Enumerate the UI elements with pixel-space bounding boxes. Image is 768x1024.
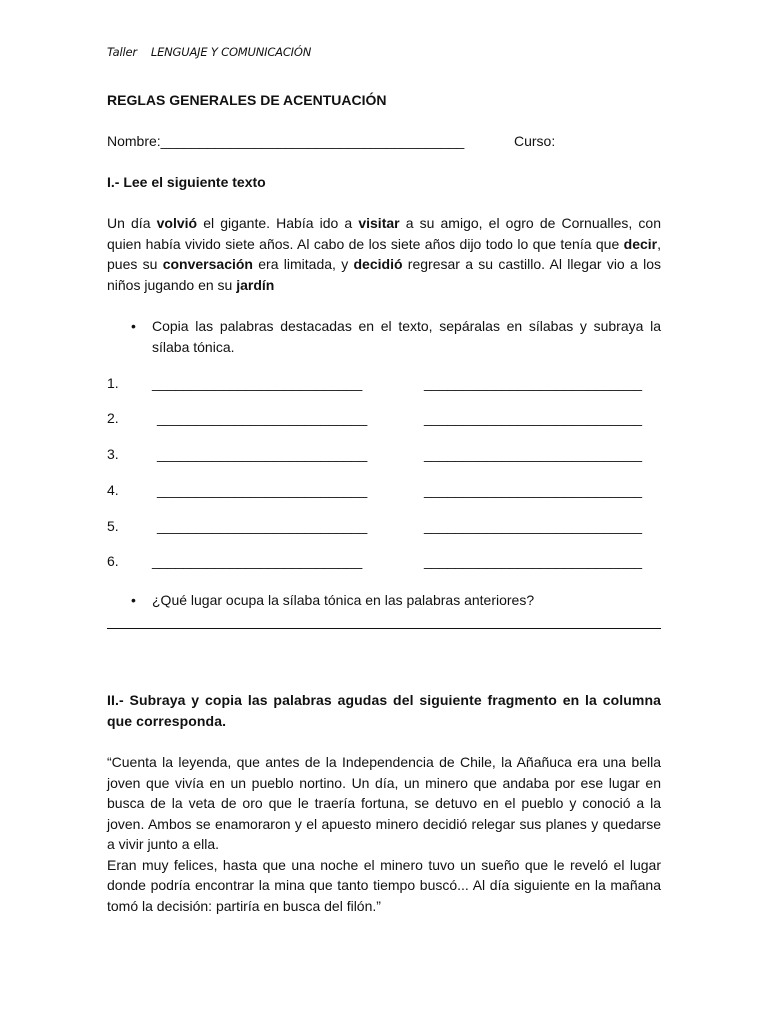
text-segment: , pues su bbox=[107, 235, 661, 272]
bullet-text: ¿Qué lugar ocupa la sílaba tónica en las palabras anteriores? bbox=[152, 592, 535, 608]
row-number: 6. bbox=[107, 553, 119, 569]
answer-blank-right[interactable]: ____________________________ bbox=[424, 482, 643, 498]
name-course-row bbox=[107, 133, 661, 149]
text-segment: era limitada, y bbox=[252, 256, 354, 272]
row-number: 5. bbox=[107, 518, 119, 534]
page-header bbox=[107, 45, 311, 59]
bullet-instruction-1 bbox=[131, 316, 661, 357]
header-subject: LENGUAJE Y COMUNICACIÓN bbox=[150, 45, 312, 59]
section2-heading: II.- Subraya y copia las palabras agudas del siguiente fragmento en la columna que corresponda. bbox=[107, 692, 661, 729]
answer-blank-left[interactable]: ___________________________ bbox=[152, 375, 363, 391]
answer-row-2 bbox=[107, 410, 661, 430]
bullet-icon: • bbox=[131, 592, 136, 608]
row-number: 3. bbox=[107, 446, 119, 462]
highlighted-word: jardín bbox=[236, 276, 275, 293]
row-number: 4. bbox=[107, 482, 119, 498]
answer-row-6 bbox=[107, 553, 661, 573]
nombre-field[interactable]: Nombre:_______________________________________ bbox=[107, 133, 465, 149]
section2-story bbox=[107, 752, 661, 916]
section1-heading: I.- Lee el siguiente texto bbox=[107, 174, 266, 190]
answer-blank-left[interactable]: ___________________________ bbox=[157, 482, 368, 498]
answer-blank-left[interactable]: ___________________________ bbox=[157, 446, 368, 462]
answer-blank-left[interactable]: ___________________________ bbox=[157, 410, 368, 426]
page-title: REGLAS GENERALES DE ACENTUACIÓN bbox=[107, 92, 387, 108]
bullet-icon: • bbox=[131, 318, 136, 334]
highlighted-word: volvió bbox=[156, 215, 198, 231]
bullet-text: Copia las palabras destacadas en el texto, sepáralas en sílabas y subraya la sílaba tónica. bbox=[152, 318, 661, 355]
text-segment: el gigante. Había ido a bbox=[197, 215, 359, 231]
answer-blank-left[interactable]: ___________________________ bbox=[152, 553, 363, 569]
section1-text bbox=[107, 213, 661, 295]
answer-row-3 bbox=[107, 446, 661, 466]
answer-line[interactable] bbox=[107, 628, 661, 629]
text-segment: Un día bbox=[107, 215, 157, 231]
highlighted-word: decidió bbox=[353, 256, 403, 272]
header-taller: Taller bbox=[107, 45, 137, 59]
highlighted-word: conversación bbox=[162, 256, 253, 272]
answer-blank-left[interactable]: ___________________________ bbox=[157, 518, 368, 534]
answer-row-1 bbox=[107, 375, 661, 395]
story-paragraph-1: “Cuenta la leyenda, que antes de la Independencia de Chile, la Añañuca era una bella joven que vivía en un pueblo nortino. Un día, un minero que andaba por ese lugar en busca de la veta de oro que le traería fortuna, se detuvo en el pueblo y conoció a la joven. Ambos se enamoraron y el apuesto minero decidió relegar sus planes y quedarse a vivir junto a ella. bbox=[107, 754, 661, 852]
text-segment: regresar a su castillo. Al llegar vio a los niños jugando en su bbox=[107, 256, 661, 293]
highlighted-word: decir bbox=[623, 235, 658, 252]
bullet-question bbox=[131, 590, 661, 611]
highlighted-word: visitar bbox=[358, 215, 400, 231]
answer-blank-right[interactable]: ____________________________ bbox=[424, 375, 643, 391]
story-paragraph-2: Eran muy felices, hasta que una noche el minero tuvo un sueño que le reveló el lugar donde podría encontrar la mina que tanto tiempo buscó... Al día siguiente en la mañana tomó la decisión: partiría en busca del filón.” bbox=[107, 856, 661, 914]
text-segment: a su amigo, el ogro de Cornualles, con quien había vivido siete años. Al cabo de los siete años dijo todo lo que tenía que bbox=[107, 215, 662, 252]
answer-blank-right[interactable]: ____________________________ bbox=[424, 553, 643, 569]
answer-blank-right[interactable]: ____________________________ bbox=[424, 410, 643, 426]
row-number: 2. bbox=[107, 410, 119, 426]
answer-row-5 bbox=[107, 518, 661, 538]
answer-row-4 bbox=[107, 482, 661, 502]
curso-field[interactable]: Curso: bbox=[514, 133, 556, 149]
row-number: 1. bbox=[107, 375, 119, 391]
answer-blank-right[interactable]: ____________________________ bbox=[424, 446, 643, 462]
answer-blank-right[interactable]: ____________________________ bbox=[424, 518, 643, 534]
